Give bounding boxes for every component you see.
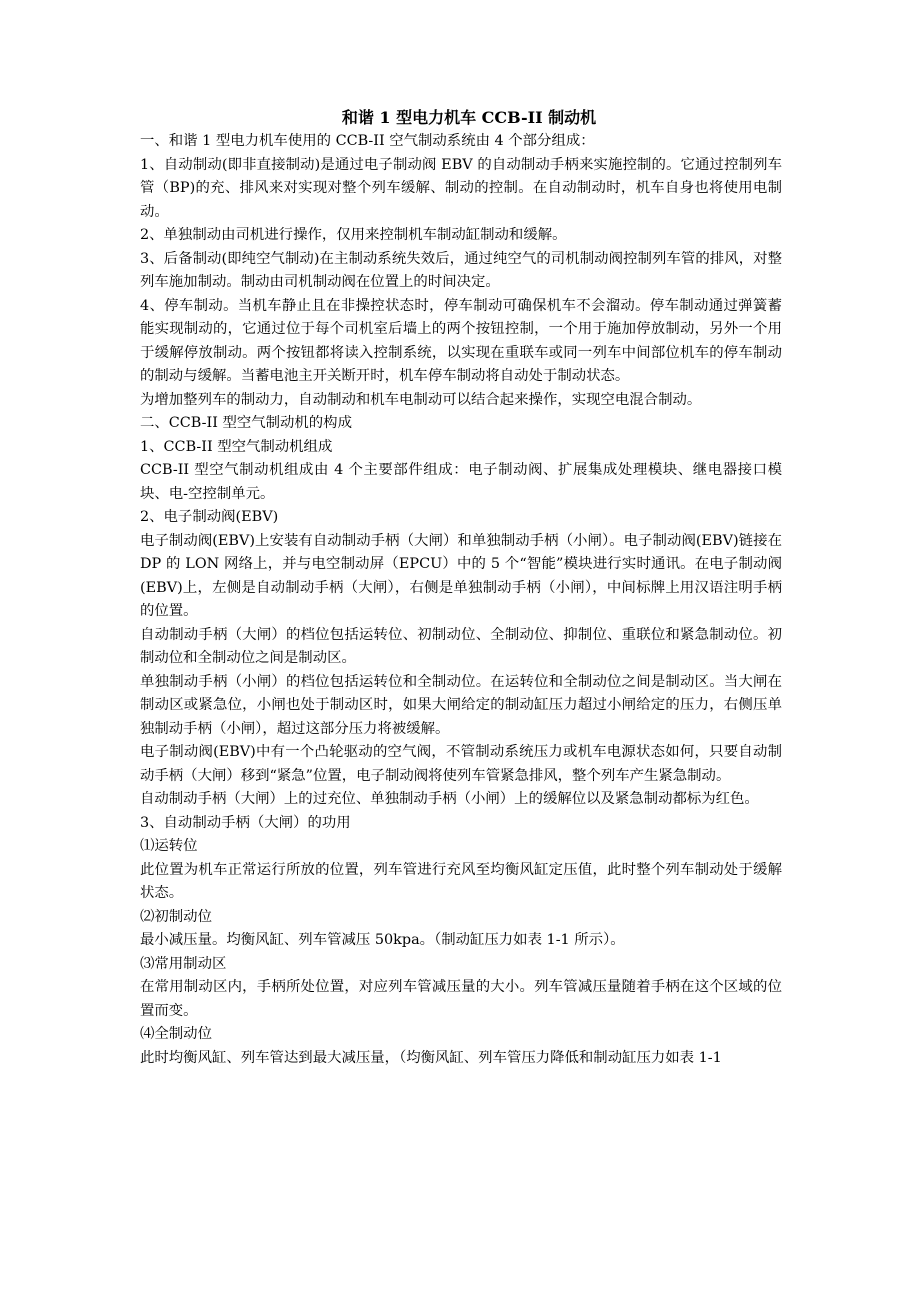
paragraph: 在常用制动区内，手柄所处位置，对应列车管减压量的大小。列车管减压量随着手柄在这个区域的位置而变。 [140,979,782,1019]
document-body [140,130,782,1070]
document-title: 和谐 1 型电力机车 CCB-II 制动机 [341,108,597,127]
paragraph: 电子制动阀(EBV)上安装有自动制动手柄（大闸）和单独制动手柄（小闸）。电子制动阀(EBV)链接在 DP 的 LON 网络上，并与电空制动屏（EPCU）中的 5 个“智能”模块进行实时通讯。在电子制动阀(EBV)上，左侧是自动制动手柄（大闸），右侧是单独制动手柄（小闸），中间标牌上用汉语注明手柄的位置。 [140,532,782,619]
paragraph: 1、自动制动(即非直接制动)是通过电子制动阀 EBV 的自动制动手柄来实施控制的。它通过控制列车管（BP)的充、排风来对实现对整个列车缓解、制动的控制。在自动制动时，机车自身也将使用电制动。 [140,156,782,220]
paragraph: 自动制动手柄（大闸）上的过充位、单独制动手柄（小闸）上的缓解位以及紧急制动都标为红色。 [140,791,759,807]
paragraph: 为增加整列车的制动力，自动制动和机车电制动可以结合起来操作，实现空电混合制动。 [140,391,702,408]
item-heading: ⑵初制动位 [140,908,212,925]
section-heading: 二、CCB-II 型空气制动机的构成 [140,415,352,431]
paragraph: 此时均衡风缸、列车管达到最大减压量，（均衡风缸、列车管压力降低和制动缸压力如表 1-1 [140,1049,722,1066]
item-heading: ⑶常用制动区 [140,955,227,972]
subsection-heading: 3、自动制动手柄（大闸）的功用 [140,814,351,831]
paragraph: 自动制动手柄（大闸）的档位包括运转位、初制动位、全制动位、抑制位、重联位和紧急制动位。初制动位和全制动位之间是制动区。 [140,626,782,666]
document-page [140,106,782,1070]
subsection-heading: 2、电子制动阀(EBV) [140,509,279,525]
paragraph: 3、后备制动(即纯空气制动)在主制动系统失效后，通过纯空气的司机制动阀控制列车管的排风，对整列车施加制动。制动由司机制动阀在位置上的时间决定。 [140,250,782,290]
item-heading: ⑷全制动位 [140,1026,212,1042]
paragraph: 单独制动手柄（小闸）的档位包括运转位和全制动位。在运转位和全制动位之间是制动区。当大闸在制动区或紧急位，小闸也处于制动区时，如果大闸给定的制动缸压力超过小闸给定的压力，右侧压单独制动手柄（小闸），超过这部分压力将被缓解。 [140,673,782,737]
paragraph: CCB-II 型空气制动机组成由 4 个主要部件组成：电子制动阀、扩展集成处理模块、继电器接口模块、电-空控制单元。 [140,462,782,502]
paragraph: 此位置为机车正常运行所放的位置，列车管进行充风至均衡风缸定压值，此时整个列车制动处于缓解状态。 [140,861,782,901]
paragraph: 最小减压量。均衡风缸、列车管减压 50kpa。（制动缸压力如表 1-1 所示）。 [140,932,625,948]
paragraph: 2、单独制动由司机进行操作，仅用来控制机车制动缸制动和缓解。 [140,227,567,243]
subsection-heading: 1、CCB-II 型空气制动机组成 [140,438,333,455]
paragraph: 4、停车制动。当机车静止且在非操控状态时，停车制动可确保机车不会溜动。停车制动通过弹簧蓄能实现制动的，它通过位于每个司机室后墙上的两个按钮控制，一个用于施加停放制动，另外一个用于缓解停放制动。两个按钮都将读入控制系统，以实现在重联车或同一列车中间部位机车的停车制动的制动与缓解。当蓄电池主开关断开时，机车停车制动将自动处于制动状态。 [140,297,782,384]
item-heading: ⑴运转位 [140,838,198,854]
paragraph: 一、和谐 1 型电力机车使用的 CCB-II 空气制动系统由 4 个部分组成： [140,133,595,149]
paragraph: 电子制动阀(EBV)中有一个凸轮驱动的空气阀，不管制动系统压力或机车电源状态如何，只要自动制动手柄（大闸）移到“紧急”位置，电子制动阀将使列车管紧急排风，整个列车产生紧急制动。 [140,744,782,784]
